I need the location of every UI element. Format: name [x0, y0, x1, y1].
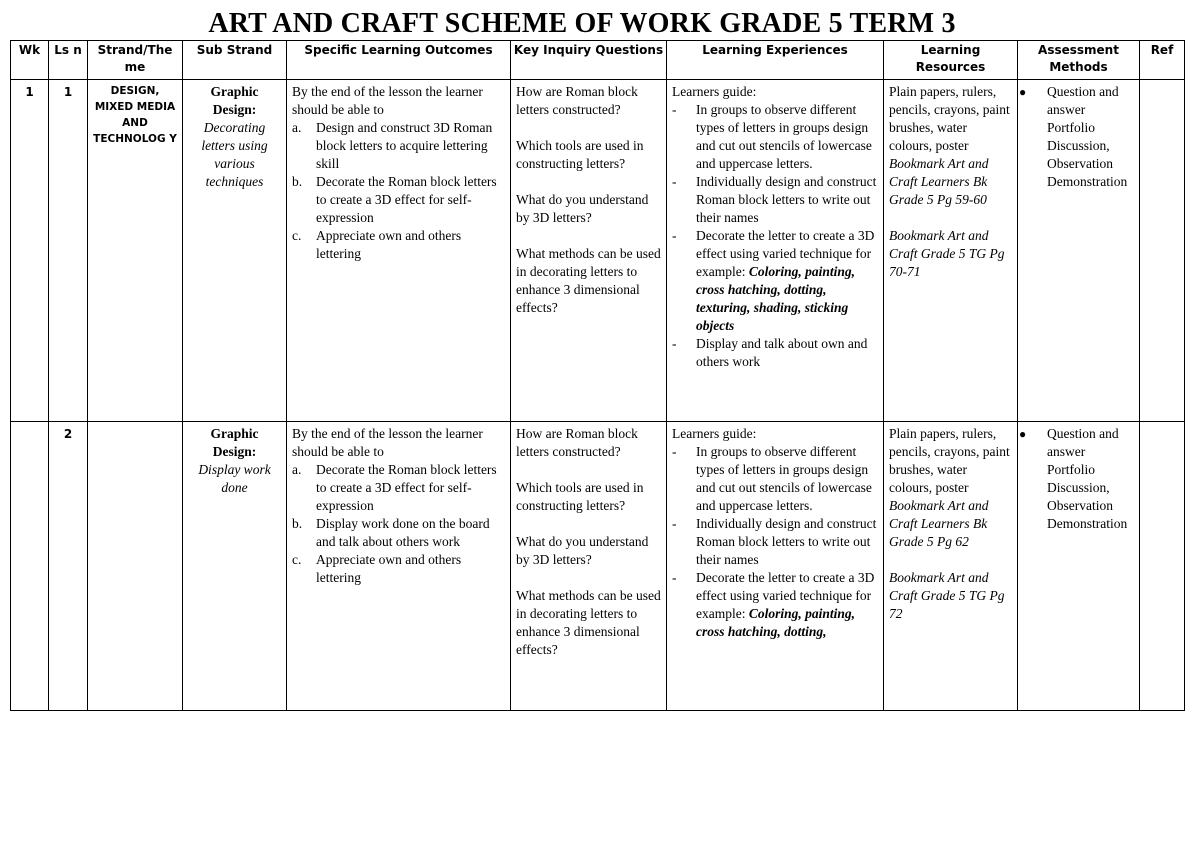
header-outcomes: Specific Learning Outcomes [287, 41, 511, 80]
resources-book-learners: Bookmark Art and Craft Learners Bk Grade 5 Pg 62 [889, 498, 989, 549]
list-item [672, 443, 878, 515]
inquiry-question: Which tools are used in constructing letters? [516, 138, 644, 171]
list-marker: - [672, 444, 677, 459]
assessment-text: Question and answer [1047, 426, 1119, 459]
outcome-text: Appreciate own and others lettering [316, 552, 462, 585]
list-item [292, 173, 505, 227]
list-marker: c. [292, 228, 302, 243]
questions-cell [511, 422, 667, 711]
list-item: Observation [1047, 498, 1113, 513]
experience-text: Individually design and construct Roman block letters to write out their names [696, 174, 877, 225]
experience-text: Individually design and construct Roman block letters to write out their names [696, 516, 877, 567]
resources-materials: Plain papers, rulers, pencils, crayons, paint brushes, water colours, poster [889, 84, 1010, 153]
list-marker: - [672, 174, 677, 189]
list-marker: - [672, 516, 677, 531]
assessment-list [1019, 83, 1134, 191]
assessment-list [1019, 425, 1134, 533]
list-item [672, 101, 878, 173]
sub-strand-cell [183, 422, 287, 711]
bullet-icon: ● [1019, 427, 1027, 441]
list-item [292, 515, 505, 551]
ref-cell [1140, 80, 1185, 422]
list-marker: - [672, 228, 677, 243]
assessment-cell [1018, 80, 1140, 422]
header-resources: Learning Resources [884, 41, 1018, 80]
sub-strand-cell [183, 80, 287, 422]
experience-text: In groups to observe different types of letters in groups design and cut out stencils of lowercase and uppercase letters. [696, 102, 872, 171]
technique-list: Coloring, painting, cross hatching, dotting, texturing, shading, sticking objects [696, 264, 856, 333]
outcomes-list [292, 119, 505, 263]
resources-cell [884, 422, 1018, 711]
experience-text: Display and talk about own and others work [696, 336, 868, 369]
header-sub-strand: Sub Strand [183, 41, 287, 80]
sub-strand-topic: Decorating letters using various techniques [201, 120, 268, 189]
experiences-cell [667, 80, 884, 422]
strand-cell: DESIGN, MIXED MEDIA AND TECHNOLOG Y [88, 80, 183, 422]
outcomes-cell [287, 80, 511, 422]
questions-cell [511, 80, 667, 422]
ref-cell [1140, 422, 1185, 711]
sub-strand-title: Graphic Design: [210, 84, 259, 117]
list-item [672, 569, 878, 641]
experience-text: Decorate the letter to create a 3D effect using varied technique for example: [696, 570, 875, 621]
inquiry-question: How are Roman block letters constructed? [516, 84, 638, 117]
list-item [292, 551, 505, 587]
list-item [292, 461, 505, 515]
header-wk: Wk [11, 41, 49, 80]
experience-text: Decorate the letter to create a 3D effect using varied technique for example: [696, 228, 875, 279]
outcome-text: Appreciate own and others lettering [316, 228, 462, 261]
inquiry-question: What methods can be used in decorating letters to enhance 3 dimensional effects? [516, 246, 661, 315]
list-item: Portfolio [1047, 462, 1096, 477]
lesson-cell: 2 [49, 422, 88, 711]
outcomes-list [292, 461, 505, 587]
outcomes-intro: By the end of the lesson the learner should be able to [292, 84, 483, 117]
resources-book-tg: Bookmark Art and Craft Grade 5 TG Pg 72 [889, 570, 1005, 621]
experiences-list [672, 443, 878, 641]
list-item: Portfolio [1047, 120, 1096, 135]
header-experiences: Learning Experiences [667, 41, 884, 80]
inquiry-question: What do you understand by 3D letters? [516, 534, 649, 567]
list-item [1019, 83, 1134, 119]
inquiry-question: What do you understand by 3D letters? [516, 192, 649, 225]
list-item [292, 227, 505, 263]
spacer [889, 551, 1012, 569]
outcomes-cell [287, 422, 511, 711]
sub-strand-title: Graphic Design: [210, 426, 259, 459]
document-title: ART AND CRAFT SCHEME OF WORK GRADE 5 TERM 3 [208, 8, 956, 39]
week-cell: 1 [11, 80, 49, 422]
list-item: Discussion, [1047, 138, 1110, 153]
list-marker: a. [292, 462, 302, 477]
list-item [672, 227, 878, 335]
outcome-text: Design and construct 3D Roman block letters to acquire lettering skill [316, 120, 493, 171]
inquiry-question: How are Roman block letters constructed? [516, 426, 638, 459]
table-row [11, 422, 1185, 711]
list-item: Discussion, [1047, 480, 1110, 495]
outcome-text: Display work done on the board and talk about others work [316, 516, 490, 549]
lesson-cell: 1 [49, 80, 88, 422]
list-item [672, 515, 878, 569]
inquiry-question: What methods can be used in decorating letters to enhance 3 dimensional effects? [516, 588, 661, 657]
resources-cell [884, 80, 1018, 422]
header-questions: Key Inquiry Questions [511, 41, 667, 80]
bullet-icon: ● [1019, 85, 1027, 99]
list-item [1019, 425, 1134, 461]
experiences-intro: Learners guide: [672, 426, 757, 441]
assessment-text: Question and answer [1047, 84, 1119, 117]
header-lsn: Ls n [49, 41, 88, 80]
list-item: Demonstration [1047, 174, 1128, 189]
outcome-text: Decorate the Roman block letters to create a 3D effect for self-expression [316, 174, 497, 225]
experiences-list [672, 101, 878, 371]
header-row [11, 41, 1185, 80]
list-marker: a. [292, 120, 302, 135]
outcomes-intro: By the end of the lesson the learner should be able to [292, 426, 483, 459]
list-marker: - [672, 336, 677, 351]
assessment-cell [1018, 422, 1140, 711]
strand-cell [88, 422, 183, 711]
list-item [292, 119, 505, 173]
outcome-text: Decorate the Roman block letters to create a 3D effect for self-expression [316, 462, 497, 513]
resources-book-tg: Bookmark Art and Craft Grade 5 TG Pg 70-71 [889, 228, 1005, 279]
experiences-intro: Learners guide: [672, 84, 757, 99]
list-item [672, 173, 878, 227]
experiences-cell [667, 422, 884, 711]
list-item [672, 335, 878, 371]
week-cell [11, 422, 49, 711]
experience-text: In groups to observe different types of letters in groups design and cut out stencils of lowercase and uppercase letters. [696, 444, 872, 513]
sub-strand-topic: Display work done [198, 462, 271, 495]
list-marker: c. [292, 552, 302, 567]
inquiry-question: Which tools are used in constructing letters? [516, 480, 644, 513]
spacer [889, 209, 1012, 227]
scheme-table [10, 40, 1185, 711]
resources-book-learners: Bookmark Art and Craft Learners Bk Grade 5 Pg 59-60 [889, 156, 989, 207]
list-marker: b. [292, 174, 303, 189]
technique-list: Coloring, painting, cross hatching, dotting, [696, 606, 856, 639]
header-strand: Strand/The me [88, 41, 183, 80]
header-ref: Ref [1140, 41, 1185, 80]
list-marker: - [672, 102, 677, 117]
list-marker: b. [292, 516, 303, 531]
list-item: Demonstration [1047, 516, 1128, 531]
header-assessment: Assessment Methods [1018, 41, 1140, 80]
list-item: Observation [1047, 156, 1113, 171]
resources-materials: Plain papers, rulers, pencils, crayons, paint brushes, water colours, poster [889, 426, 1010, 495]
table-row [11, 80, 1185, 422]
list-marker: - [672, 570, 677, 585]
